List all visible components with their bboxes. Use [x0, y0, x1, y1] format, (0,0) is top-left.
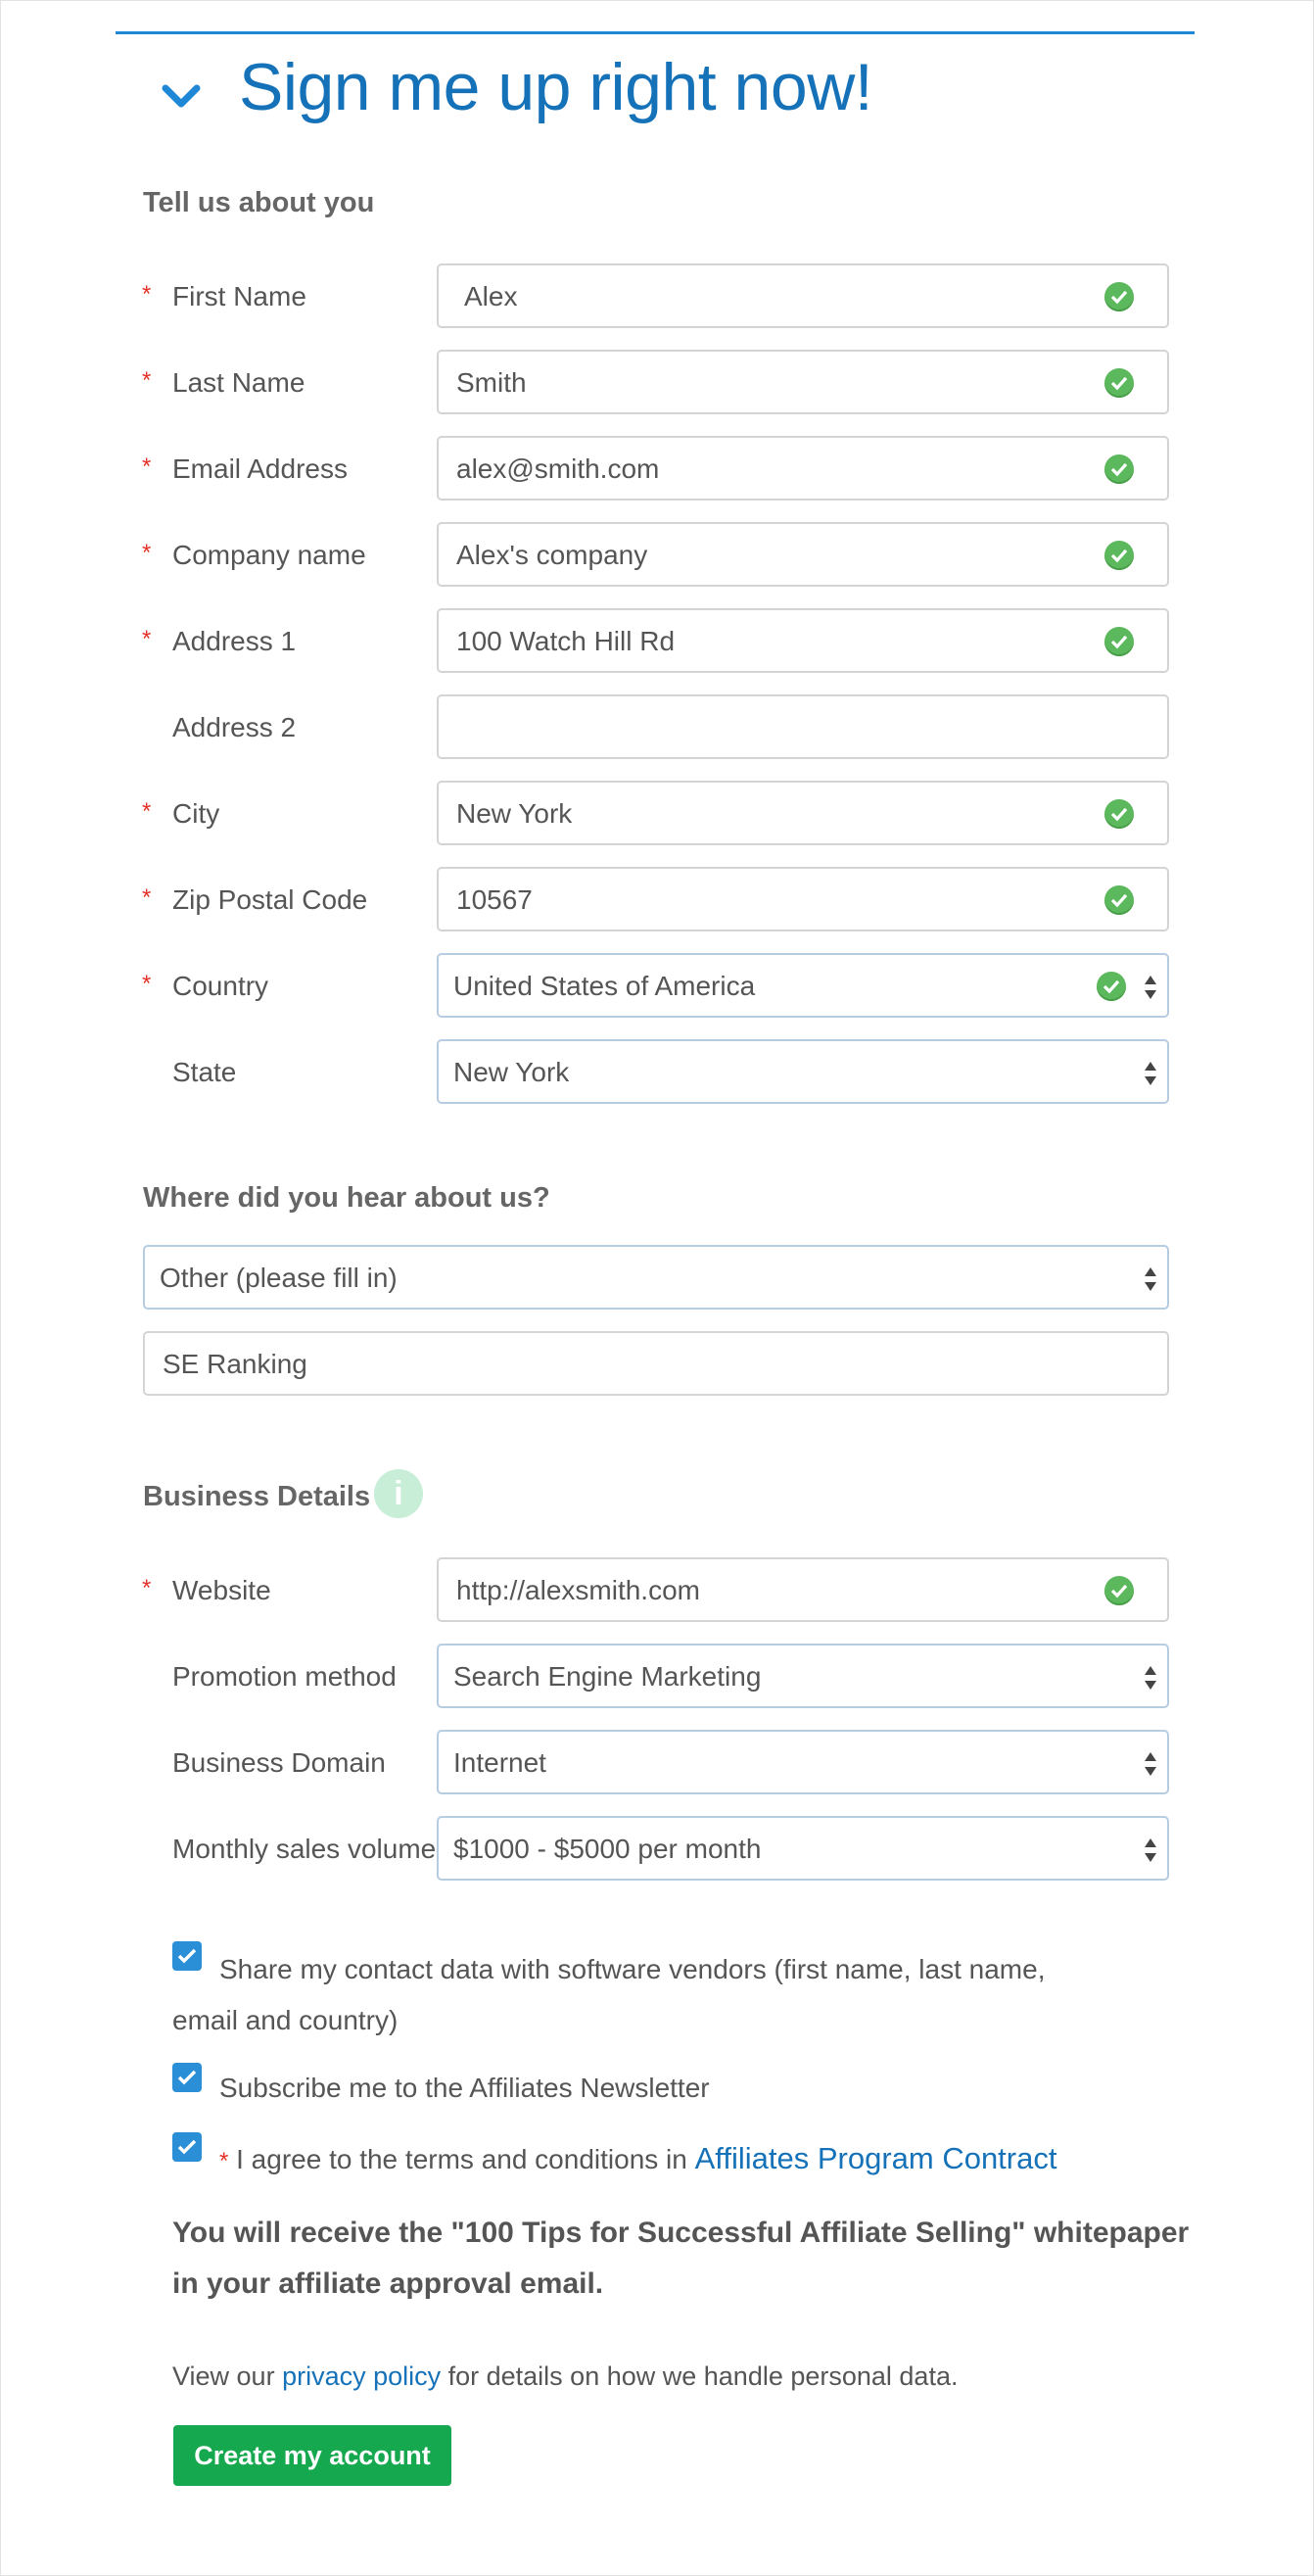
first-name-row [0, 263, 1314, 332]
check-circle-icon [1104, 885, 1134, 915]
required-marker: * [219, 2148, 229, 2174]
privacy-after: for details on how we handle personal data. [441, 2361, 959, 2391]
sort-arrows-icon [1144, 1663, 1157, 1693]
domain-label: Business Domain [172, 1747, 386, 1778]
zip-row [0, 867, 1314, 935]
website-input[interactable]: http://alexsmith.com [437, 1557, 1169, 1622]
hear-source-select[interactable]: Other (please fill in) [143, 1245, 1169, 1310]
privacy-note [172, 2361, 958, 2392]
domain-select[interactable]: Internet [437, 1730, 1169, 1794]
info-icon[interactable]: i [374, 1469, 423, 1518]
required-marker: * [142, 626, 152, 652]
promotion-select[interactable]: Search Engine Marketing [437, 1644, 1169, 1708]
first-name-label: First Name [172, 281, 306, 311]
state-label: State [172, 1057, 237, 1087]
last-name-input[interactable]: Smith [437, 350, 1169, 414]
last-name-label: Last Name [172, 367, 305, 398]
create-account-button[interactable]: Create my account [173, 2425, 451, 2486]
company-input[interactable]: Alex's company [437, 522, 1169, 587]
country-select[interactable]: United States of America [437, 953, 1169, 1018]
sales-select[interactable]: $1000 - $5000 per month [437, 1816, 1169, 1881]
promotion-row [0, 1644, 1314, 1712]
sort-arrows-icon [1144, 1264, 1157, 1294]
sort-arrows-icon [1144, 1749, 1157, 1779]
domain-row [0, 1730, 1314, 1798]
check-circle-icon [1104, 282, 1134, 311]
terms-label [219, 2141, 1056, 2176]
city-label: City [172, 798, 220, 829]
section-heading-hear: Where did you hear about us? [143, 1182, 550, 1214]
check-circle-icon [1104, 368, 1134, 398]
sort-arrows-icon [1144, 1059, 1157, 1088]
privacy-policy-link[interactable]: privacy policy [282, 2361, 442, 2391]
country-row [0, 953, 1314, 1022]
hear-other-row [0, 1331, 1314, 1400]
website-label: Website [172, 1575, 271, 1605]
state-row [0, 1039, 1314, 1108]
section-heading-about: Tell us about you [143, 187, 375, 218]
section-heading-business: Business Details [143, 1481, 371, 1512]
newsletter-label: Subscribe me to the Affiliates Newsletter [219, 2073, 710, 2103]
address1-input[interactable]: 100 Watch Hill Rd [437, 608, 1169, 673]
sort-arrows-icon [1144, 1836, 1157, 1865]
email-input[interactable]: alex@smith.com [437, 436, 1169, 501]
email-row [0, 436, 1314, 504]
check-circle-icon [1104, 454, 1134, 484]
check-circle-icon [1104, 541, 1134, 570]
first-name-input[interactable]: Alex [437, 263, 1169, 328]
check-circle-icon [1097, 972, 1126, 1001]
chevron-down-icon[interactable] [160, 74, 203, 118]
last-name-row [0, 350, 1314, 418]
city-input[interactable]: New York [437, 781, 1169, 845]
whitepaper-note: You will receive the "100 Tips for Successful Affiliate Selling" whitepaper in your affiliate approval email. [172, 2217, 1190, 2300]
city-row [0, 781, 1314, 849]
hear-source-row [0, 1245, 1314, 1313]
sort-arrows-icon [1144, 973, 1157, 1002]
company-label: Company name [172, 540, 366, 570]
zip-label: Zip Postal Code [172, 884, 368, 915]
terms-text: I agree to the terms and conditions in [236, 2144, 695, 2174]
header-divider [116, 31, 1195, 34]
sales-label: Monthly sales volume [172, 1834, 437, 1864]
address2-input[interactable] [437, 694, 1169, 759]
required-marker: * [142, 884, 152, 911]
required-marker: * [142, 1575, 152, 1601]
required-marker: * [142, 367, 152, 394]
check-circle-icon [1104, 1576, 1134, 1605]
state-select[interactable]: New York [437, 1039, 1169, 1104]
promotion-label: Promotion method [172, 1661, 397, 1692]
address1-label: Address 1 [172, 626, 297, 656]
check-circle-icon [1104, 799, 1134, 829]
privacy-before: View our [172, 2361, 283, 2391]
sales-row [0, 1816, 1314, 1884]
zip-input[interactable]: 10567 [437, 867, 1169, 931]
required-marker: * [142, 798, 152, 825]
required-marker: * [142, 281, 152, 308]
affiliates-contract-link[interactable]: Affiliates Program Contract [694, 2141, 1057, 2175]
required-marker: * [142, 540, 152, 566]
address2-row [0, 694, 1314, 763]
terms-checkbox[interactable] [172, 2132, 202, 2162]
address2-label: Address 2 [172, 712, 297, 742]
newsletter-checkbox[interactable] [172, 2063, 202, 2092]
company-row [0, 522, 1314, 591]
website-row [0, 1557, 1314, 1626]
country-label: Country [172, 971, 269, 1001]
required-marker: * [142, 453, 152, 480]
email-label: Email Address [172, 453, 348, 484]
required-marker: * [142, 971, 152, 997]
address1-row [0, 608, 1314, 677]
check-circle-icon [1104, 627, 1134, 656]
share-data-label: Share my contact data with software vendors (first name, last name, email and country) [172, 1954, 1046, 2035]
hear-other-input[interactable]: SE Ranking [143, 1331, 1169, 1396]
page-title: Sign me up right now! [239, 50, 873, 124]
